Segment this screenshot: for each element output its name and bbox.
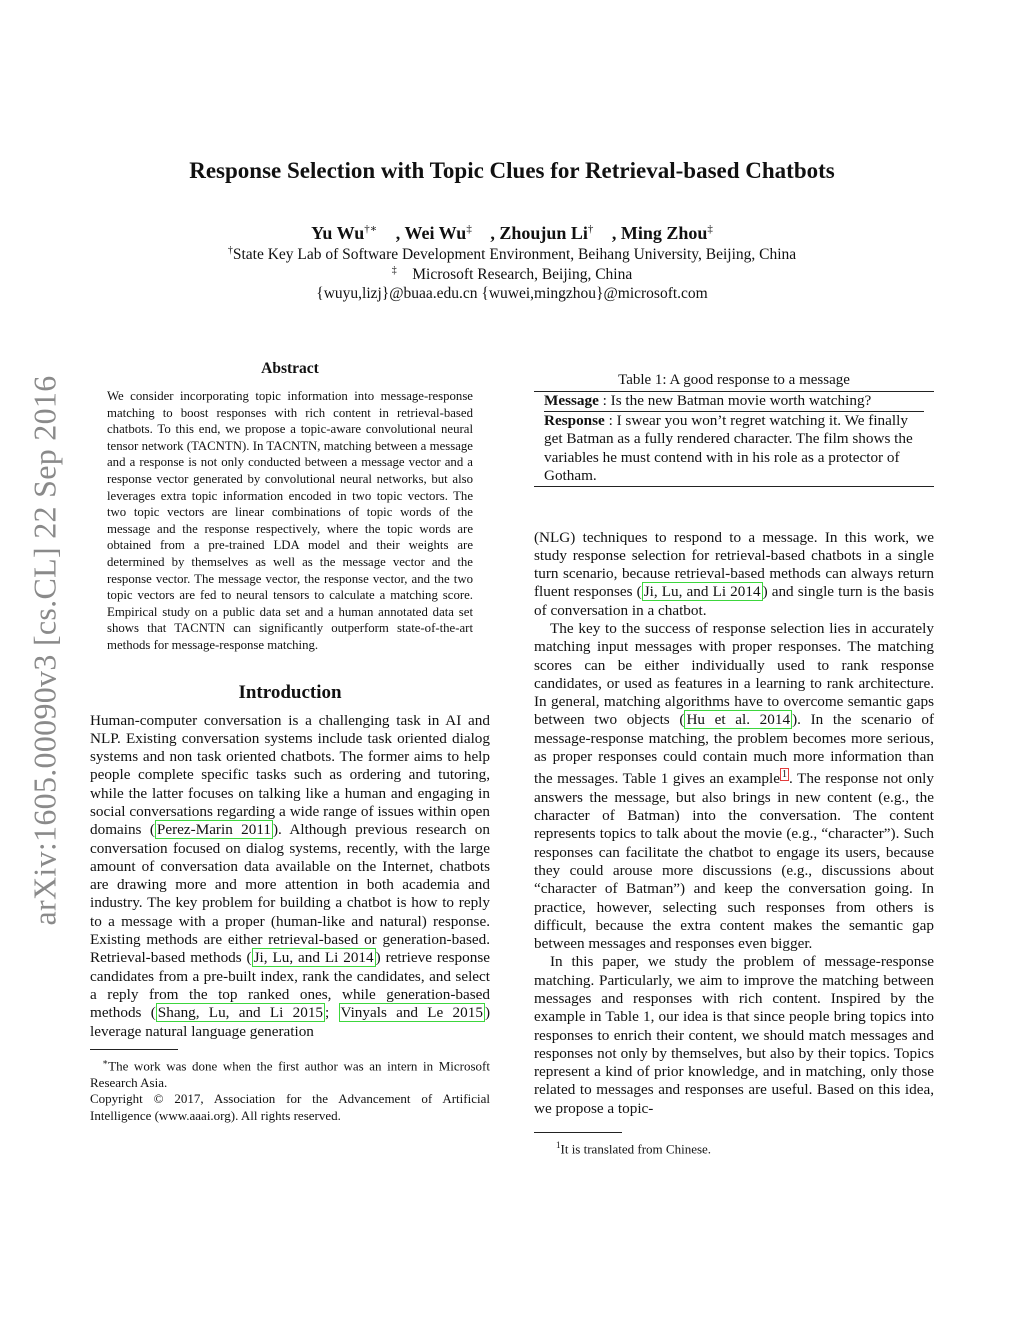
- affiliation-beihang: [0, 245, 1024, 264]
- table-caption: Table 1: A good response to a message: [618, 372, 850, 388]
- author-name: , Wei Wu: [395, 223, 467, 243]
- right-column: [534, 372, 934, 1158]
- arxiv-stamp-text: arXiv:1605.00090v3 [cs.CL] 22 Sep 2016: [26, 374, 63, 926]
- footnote-translated: [534, 1137, 934, 1158]
- author-mark: †: [587, 223, 594, 235]
- footnote-intern: [90, 1054, 490, 1091]
- author-mark: ‡: [707, 223, 713, 235]
- citation-link[interactable]: Vinyals and Le 2015: [340, 1004, 483, 1022]
- table-cell-response: : I swear you won’t regret watching it. We finally get Batman as a fully rendered character. The film shows the variables he must contend with in his role as a protector of Gotham.: [544, 411, 913, 484]
- author-mark: †∗: [364, 223, 378, 235]
- footnote-rule: [534, 1132, 622, 1133]
- footnote-rule: [90, 1049, 178, 1050]
- right-paragraph-nlg: (NLG) techniques to respond to a message. In this work, we study response selection for retrieval-based chatbots in a single turn scenario, because retrieval-based methods can always return fluent responses ( Ji, Lu, and Li 2014 ) and single turn is the basis of conversation in a chatbot.: [534, 528, 934, 619]
- paper-title: Response Selection with Topic Clues for Retrieval-based Chatbots: [189, 158, 835, 183]
- author-emails: {wuyu,lizj}@buaa.edu.cn {wuwei,mingzhou}@microsoft.com: [316, 285, 708, 302]
- affiliation-microsoft: [0, 265, 1024, 284]
- affiliation-text: State Key Lab of Software Development Environment, Beihang University, Beijing, China: [232, 246, 797, 264]
- author-mark: ‡: [466, 223, 472, 235]
- author-name: Yu Wu: [311, 223, 365, 243]
- arxiv-stamp: [20, 355, 70, 945]
- author-name: , Ming Zhou: [611, 223, 708, 243]
- table-row-message: [544, 392, 924, 412]
- table-1: [534, 391, 934, 487]
- introduction-paragraph: Human-computer conversation is a challenging task in AI and NLP. Existing conversation systems include task oriented dialog systems and non task oriented chatbots. The former aims to help people complete specific tasks such as ordering and tutoring, while the latter focuses on talking like a human and engaging in social conversations regarding a wide range of issues within open domains ( Perez-Marin 2011 ). Although previous research on conversation focused on dialog systems, recently, with the large amount of conversation data available on the Internet, chatbots are drawing more and more attention in both academia and industry. The key problem for building a chatbot is how to reply to a message with a proper (human-like and natural) response. Existing methods are either retrieval-based or generation-based. Retrieval-based methods ( Ji, Lu, and Li 2014 ) retrieve response candidates from a pre-built index, rank the candidates, and select a reply from the top ranked ones, while generation-based methods ( Shang, Lu, and Li 2015 ; Vinyals and Le 2015 ) leverage natural language generation: [90, 711, 490, 1040]
- abstract-text: We consider incorporating topic information into message-response matching to boost responses with rich content in retrieval-based chatbots. To this end, we propose a topic-aware convolutional neural tensor network (TACNTN). In TACNTN, matching between a message and a response is not only conducted between a message vector and a response vector generated by convolutional neural networks, but also leverages extra topic information encoded in two topic vectors. The two topic vectors are linear combinations of topic words of the message and the response respectively, where the topic words are obtained from a pre-trained LDA model and their weights are determined by themselves as well as the message vector and the response vector. The message vector, the response vector, and the two topic vectors are fed to neural tensors to calculate a matching score. Empirical study on a public data set and a human annotated data set shows that TACNTN can significantly outperform state-of-the-art methods for message-response matching.: [107, 389, 473, 652]
- left-column: [90, 360, 490, 1124]
- table-label-message: Message: [544, 392, 599, 409]
- right-paragraph-paper: In this paper, we study the problem of message-response matching. Particularly, we aim to improve the matching between messages and responses with rich content. Inspired by the example in Table 1, our idea is that since people bring topics into responses to enrich their content, we should match messages and responses not only by themselves, but also by their topics. Topics represent a kind of prior knowledge, and in matching, only those related to messages and responses are useful. Based on this idea, we propose a topic-: [534, 953, 934, 1117]
- affiliation-mark: ‡: [391, 265, 397, 276]
- affiliation-mark: †: [227, 245, 233, 256]
- table-label-response: Response: [544, 411, 605, 429]
- table-cell-message: : Is the new Batman movie worth watching?: [598, 392, 872, 409]
- footnote-text: It is translated from Chinese.: [560, 1141, 712, 1157]
- footnote-ref-link[interactable]: 1: [781, 769, 787, 781]
- citation-link[interactable]: Ji, Lu, and Li 2014: [253, 949, 374, 967]
- footnote-mark: 1: [556, 1140, 561, 1151]
- introduction-heading: Introduction: [238, 681, 342, 703]
- citation-link[interactable]: Perez-Marin 2011: [156, 821, 271, 839]
- author-list: [0, 222, 1024, 244]
- footnote-mark: ∗: [102, 1056, 109, 1067]
- citation-link[interactable]: Hu et al. 2014: [686, 711, 791, 729]
- citation-link[interactable]: Shang, Lu, and Li 2015: [157, 1004, 324, 1022]
- citation-link[interactable]: Ji, Lu, and Li 2014: [643, 583, 761, 601]
- author-name: , Zhoujun Li: [490, 223, 588, 243]
- copyright-notice: Copyright © 2017, Association for the Advancement of Artificial Intelligence (www.aaai.org). All rights reserved.: [90, 1091, 490, 1123]
- affiliation-text: Microsoft Research, Beijing, China: [412, 266, 633, 284]
- abstract-heading: Abstract: [261, 360, 319, 377]
- table-row-response: [544, 412, 924, 486]
- right-paragraph-key: The key to the success of response selection lies in accurately matching input messages with proper responses. The matching scores can be either individually used to rank response candidates, or used as features in a learning to rank architecture. In general, matching algorithms have to overcome semantic gaps between two objects ( Hu et al. 2014 ). In the scenario of message-response matching, the problem becomes more serious, as proper responses could contain much more information than the messages. Table 1 gives an example $^1$ . The response not only answers the message, but also brings in new content (e.g., the character of Batman) into the conversation. The content represents topics to talk about the movie (e.g., “character”). Such responses can facilitate the chatbot to engage its users, because they could arouse more discussions (e.g., discussions about “character of Batman”) and keep the conversation going. In practice, however, selecting such responses from others is difficult, because the extra content makes the semantic gap between messages and responses even bigger.: [534, 619, 934, 953]
- footnote-text: The work was done when the first author was an intern in Microsoft Research Asia.: [90, 1058, 490, 1090]
